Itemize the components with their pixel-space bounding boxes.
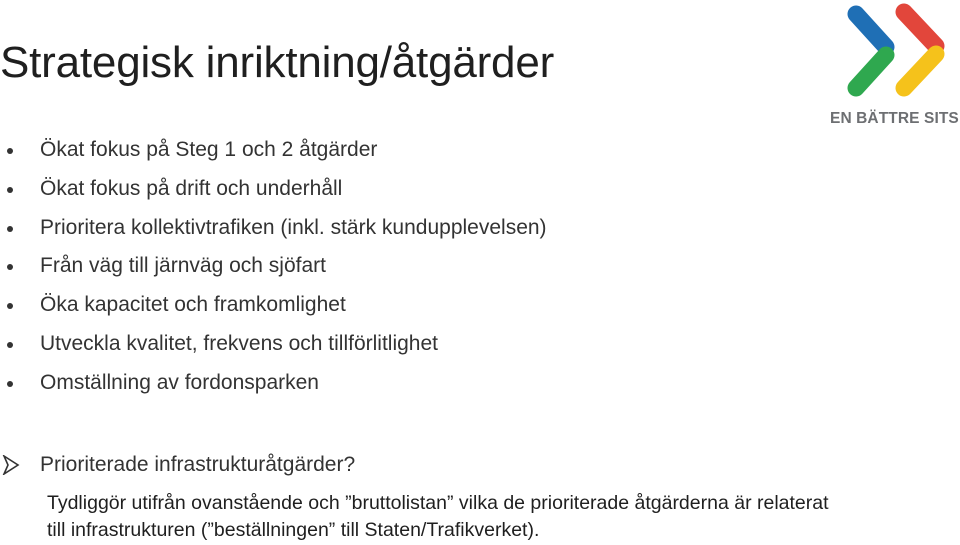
- bullet-dot-icon: [7, 226, 13, 232]
- bullet-text: Utveckla kvalitet, frekvens och tillförlitlighet: [40, 331, 438, 355]
- slide-title: Strategisk inriktning/åtgärder: [0, 38, 555, 87]
- bullet-dot-icon: [7, 148, 13, 154]
- bullet-dot-icon: [7, 303, 13, 309]
- logo: [826, 0, 960, 134]
- bullet-dot-icon: [7, 187, 13, 193]
- arrow-bullet-icon: [2, 455, 20, 475]
- bullet-dot-icon: [7, 381, 13, 387]
- bullet-dot-icon: [7, 264, 13, 270]
- bullet-text: Ökat fokus på Steg 1 och 2 åtgärder: [40, 138, 378, 161]
- description-paragraph: [47, 490, 957, 544]
- paragraph-line: till infrastrukturen (”beställningen” till Staten/Trafikverket).: [47, 519, 540, 541]
- bullet-text: Prioritera kollektivtrafiken (inkl. stärk kundupplevelsen): [40, 215, 547, 239]
- bullet-text: Från väg till järnväg och sjöfart: [40, 254, 326, 278]
- logo-text: EN BÄTTRE SITS: [830, 110, 959, 127]
- arrow-item-text: Prioriterade infrastrukturåtgärder?: [40, 453, 356, 476]
- paragraph-line: Tydliggör utifrån ovanstående och ”bruttolistan” vilka de prioriterade åtgärderna är relaterat: [47, 492, 829, 514]
- bullet-text: Öka kapacitet och framkomlighet: [40, 293, 346, 317]
- bullet-dot-icon: [7, 342, 13, 348]
- double-chevron-logo-icon: [842, 0, 952, 104]
- bullet-text: Omställning av fordonsparken: [40, 370, 319, 394]
- bullet-text: Ökat fokus på drift och underhåll: [40, 176, 343, 200]
